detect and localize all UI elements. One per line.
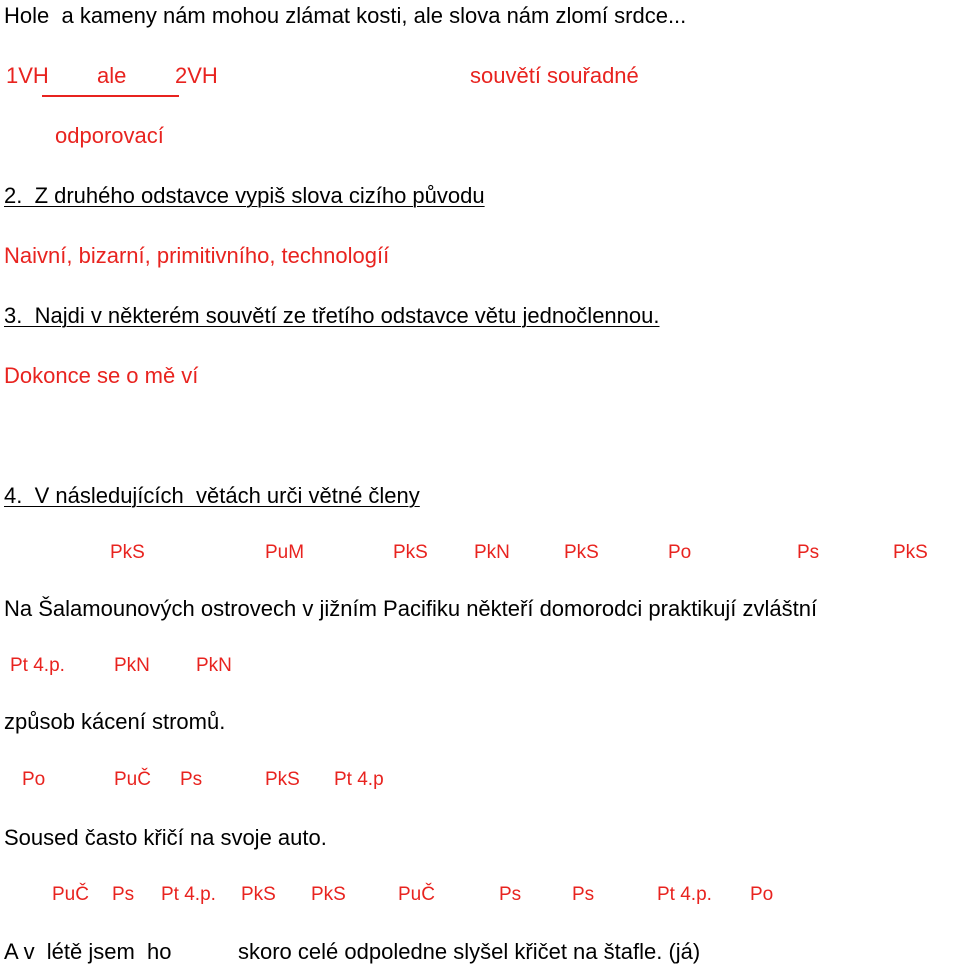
clause-2: 2VH (175, 63, 218, 88)
member-label: PkS (893, 542, 928, 563)
member-label: PuČ (114, 769, 151, 790)
heading: Hole a kameny nám mohou zlámat kosti, ale slova nám zlomí srdce... (4, 3, 687, 28)
member-label: PuM (265, 542, 305, 563)
sentence-1-cont: způsob kácení stromů. (4, 709, 226, 734)
member-label: Ps (499, 884, 522, 905)
sentence-3-part-b: skoro celé odpoledne slyšel křičet na štafle. (já) (238, 939, 701, 964)
member-label: Po (22, 769, 46, 790)
task2-prompt: 2. Z druhého odstavce vypiš slova cizího původu (4, 183, 485, 208)
member-label: Ps (112, 884, 135, 905)
member-label: PkN (196, 655, 232, 676)
task3-answer: Dokonce se o mě ví (4, 363, 199, 388)
sentence-1: Na Šalamounových ostrovech v jižním Pacifiku někteří domorodci praktikují zvláštní (4, 596, 818, 621)
member-label: Ps (180, 769, 203, 790)
member-label: Po (750, 884, 774, 905)
member-label: PkN (474, 542, 510, 563)
member-label: Pt 4.p. (161, 884, 216, 905)
member-label: Pt 4.p. (657, 884, 712, 905)
task4-prompt: 4. V následujících větách urči větné členy (4, 483, 420, 508)
member-label: PuČ (52, 884, 89, 905)
compound-type: souvětí souřadné (470, 63, 639, 88)
member-label: PkS (110, 542, 145, 563)
member-label: PkS (265, 769, 300, 790)
member-label: PkS (311, 884, 346, 905)
member-label: PkS (241, 884, 276, 905)
task3-prompt: 3. Najdi v některém souvětí ze třetího odstavce větu jednočlennou. (4, 303, 660, 328)
task2-answer: Naivní, bizarní, primitivního, technologíí (4, 243, 390, 268)
member-label: Ps (572, 884, 595, 905)
member-label: Po (668, 542, 692, 563)
member-label: PuČ (398, 884, 435, 905)
member-label: PkS (393, 542, 428, 563)
compound-subtype: odporovací (55, 123, 164, 148)
clause-1: 1VH (6, 63, 49, 88)
connector-line (42, 95, 179, 97)
sentence-2: Soused často křičí na svoje auto. (4, 825, 327, 850)
member-label: PkS (564, 542, 599, 563)
member-label: Pt 4.p. (10, 655, 65, 676)
member-label: Ps (797, 542, 820, 563)
conjunction: ale (97, 63, 127, 88)
member-label: Pt 4.p (334, 769, 384, 790)
sentence-3-part-a: A v létě jsem ho (4, 939, 172, 964)
member-label: PkN (114, 655, 150, 676)
